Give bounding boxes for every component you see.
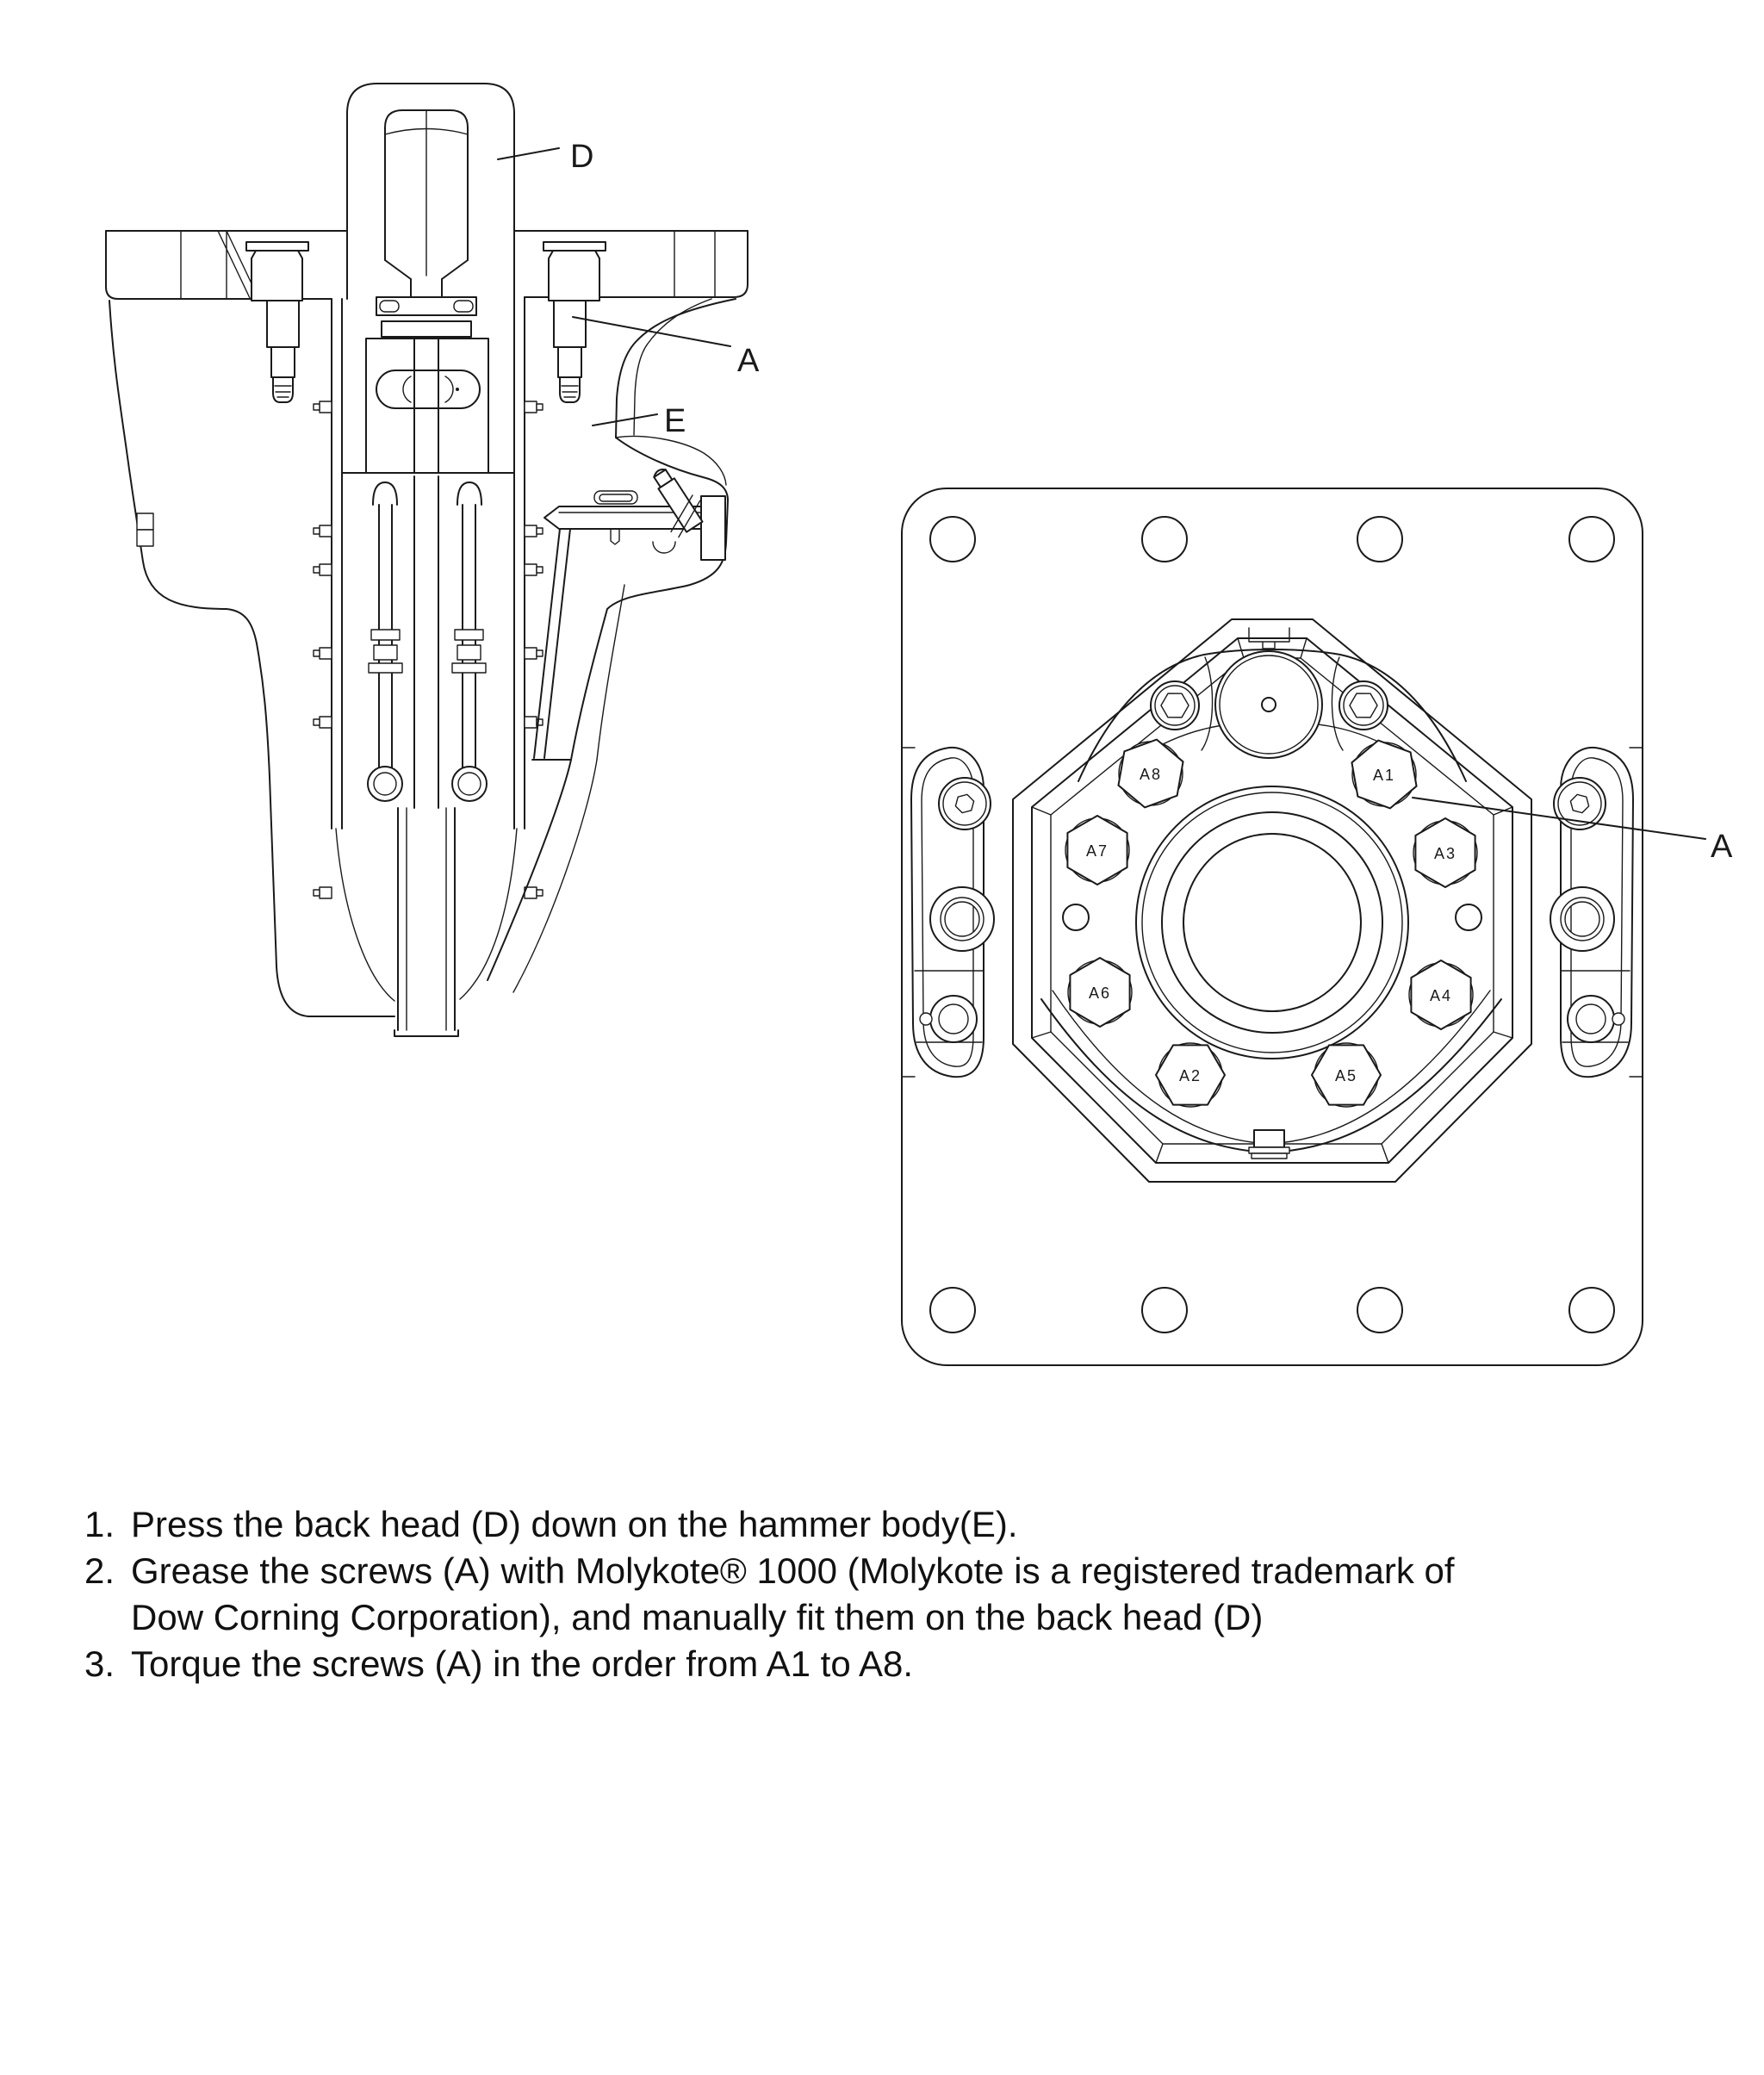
instruction-number: 3. xyxy=(84,1643,115,1684)
instruction-text: Torque the screws (A) in the order from A1 to A8. xyxy=(131,1643,914,1684)
instruction-row xyxy=(84,1641,1549,1687)
instruction-row xyxy=(84,1501,1549,1548)
piston-columns xyxy=(368,476,487,808)
valve-block xyxy=(342,339,514,473)
screw-label: A4 xyxy=(1429,987,1453,1004)
seal-retainer-discs xyxy=(376,297,476,337)
screw-a-left-section xyxy=(246,242,308,402)
port-nipple-icon xyxy=(314,401,543,898)
instruction-number: 2. xyxy=(84,1550,115,1591)
section-view-drawing xyxy=(106,84,748,1036)
screw-label: A8 xyxy=(1139,766,1163,783)
instruction-row xyxy=(84,1548,1549,1594)
part-label-label-d: D xyxy=(570,139,594,175)
plate-hole xyxy=(1357,1288,1402,1333)
instruction-text: Press the back head (D) down on the hammer body(E). xyxy=(131,1504,1018,1544)
central-bore xyxy=(1136,786,1408,1059)
screw-label: A3 xyxy=(1433,845,1457,862)
screw-label: A1 xyxy=(1372,767,1396,784)
screw-label: A7 xyxy=(1085,842,1109,860)
side-pin-hole-left xyxy=(1063,904,1089,930)
side-pin-hole-right xyxy=(1456,904,1481,930)
plate-hole xyxy=(1569,1288,1614,1333)
side-wing-right xyxy=(1550,748,1633,1077)
instruction-row xyxy=(84,1594,1549,1641)
instruction-text: Dow Corning Corporation), and manually fit them on the back head (D) xyxy=(131,1597,1264,1637)
part-label-label-a-top: A xyxy=(1711,829,1733,865)
screw-label: A6 xyxy=(1088,985,1112,1002)
screw-label: A2 xyxy=(1178,1067,1202,1084)
back-head-outline xyxy=(347,84,514,299)
top-port-circle xyxy=(1215,651,1322,758)
plate-hole xyxy=(930,1288,975,1333)
top-view-drawing xyxy=(902,488,1643,1365)
plate-hole xyxy=(1142,1288,1187,1333)
side-wing-left xyxy=(911,748,994,1077)
tool-bushing-tube xyxy=(394,808,458,1036)
instruction-number: 1. xyxy=(84,1504,115,1544)
side-port-fittings xyxy=(314,401,543,898)
plate-hole xyxy=(1569,517,1614,562)
part-label-label-a-section: A xyxy=(737,343,760,379)
bottom-tab xyxy=(1249,1130,1289,1159)
hammer-body-left-profile xyxy=(109,301,394,1016)
leader-line-a xyxy=(573,317,730,346)
leader-line-d xyxy=(498,148,559,159)
plate-hole xyxy=(1357,517,1402,562)
plate-hole xyxy=(930,517,975,562)
top-socket-screw-left xyxy=(1151,681,1199,730)
instruction-text: Grease the screws (A) with Molykote® 1000 (Molykote is a registered trademark of xyxy=(131,1550,1455,1591)
assembly-instructions xyxy=(84,1501,1549,1687)
top-socket-screw-right xyxy=(1339,681,1388,730)
plate-hole xyxy=(1142,517,1187,562)
part-label-label-e: E xyxy=(664,403,686,439)
leader-line-e xyxy=(593,414,657,426)
screw-label: A5 xyxy=(1334,1067,1358,1084)
